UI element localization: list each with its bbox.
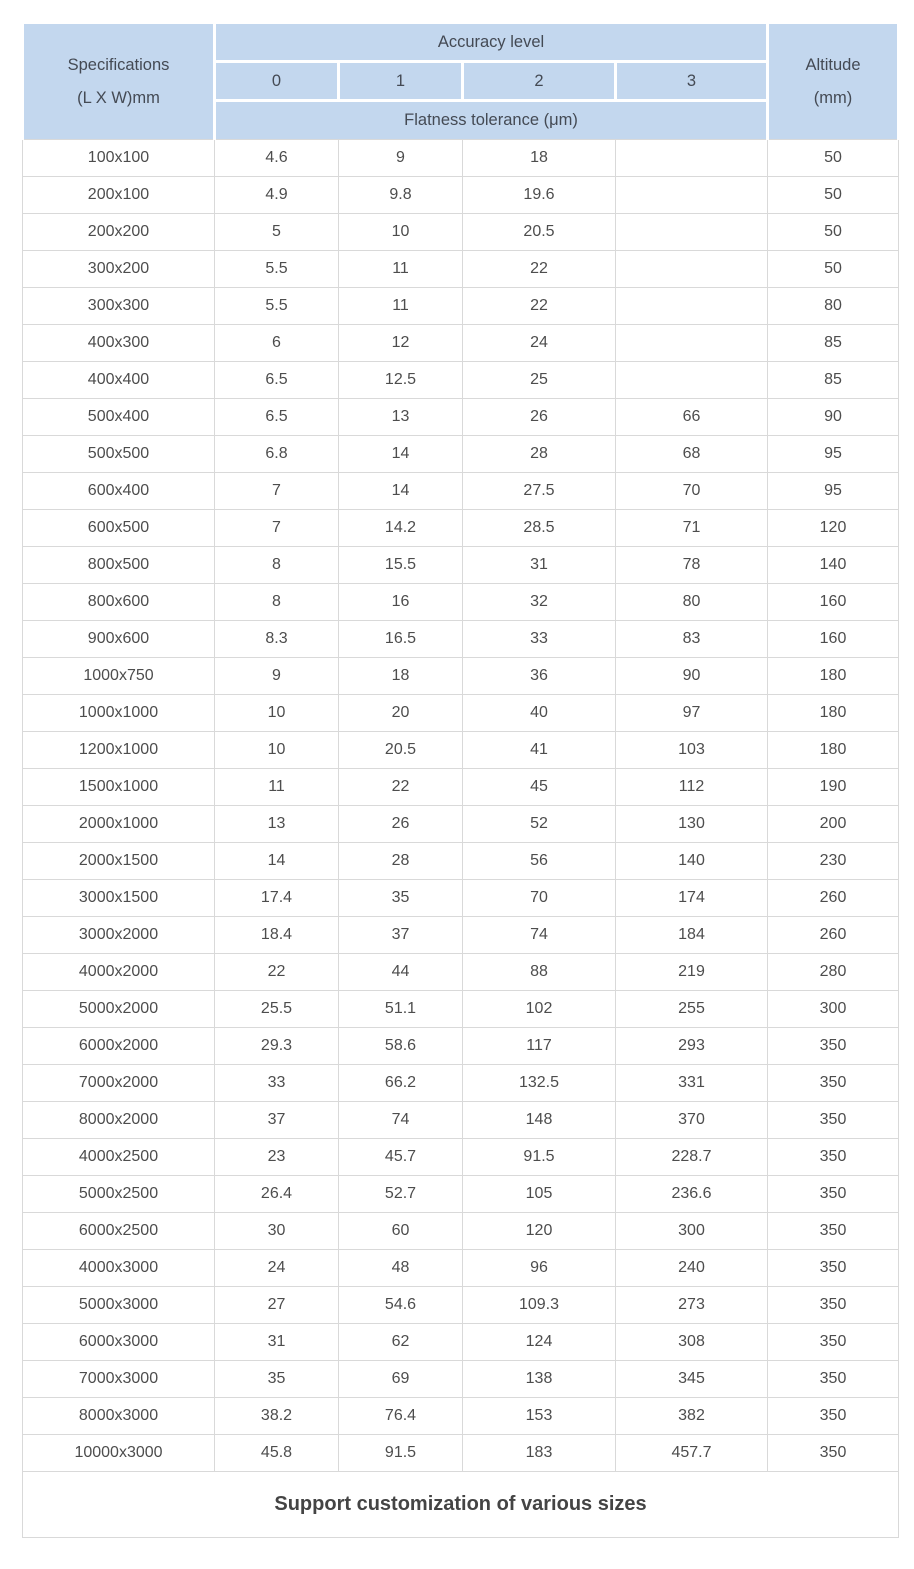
table-row: [23, 1065, 899, 1102]
tolerance-level-1-cell: 11: [339, 251, 463, 288]
spec-cell: 400x300: [23, 325, 215, 362]
tolerance-level-3-cell: 70: [616, 473, 768, 510]
tolerance-level-2-cell: 41: [463, 732, 616, 769]
table-row: [23, 695, 899, 732]
tolerance-level-1-cell: 20.5: [339, 732, 463, 769]
spec-cell: 5000x3000: [23, 1287, 215, 1324]
tolerance-level-3-cell: 184: [616, 917, 768, 954]
tolerance-level-0-cell: 33: [215, 1065, 339, 1102]
tolerance-level-3-cell: [616, 325, 768, 362]
table-footer: [23, 1472, 899, 1538]
spec-cell: 6000x2500: [23, 1213, 215, 1250]
tolerance-level-2-cell: 22: [463, 288, 616, 325]
tolerance-level-1-cell: 76.4: [339, 1398, 463, 1435]
tolerance-level-2-cell: 70: [463, 880, 616, 917]
table-row: [23, 843, 899, 880]
tolerance-level-3-cell: 240: [616, 1250, 768, 1287]
tolerance-level-0-cell: 31: [215, 1324, 339, 1361]
altitude-cell: 50: [768, 251, 899, 288]
spec-cell: 3000x2000: [23, 917, 215, 954]
tolerance-level-1-cell: 11: [339, 288, 463, 325]
tolerance-level-1-cell: 14: [339, 436, 463, 473]
altitude-cell: 350: [768, 1250, 899, 1287]
altitude-cell: 50: [768, 140, 899, 177]
tolerance-level-0-cell: 7: [215, 473, 339, 510]
spec-cell: 600x400: [23, 473, 215, 510]
altitude-cell: 85: [768, 362, 899, 399]
tolerance-level-0-cell: 5: [215, 214, 339, 251]
tolerance-level-0-cell: 6.5: [215, 362, 339, 399]
spec-cell: 1000x750: [23, 658, 215, 695]
tolerance-level-1-cell: 12.5: [339, 362, 463, 399]
tolerance-level-0-cell: 8: [215, 547, 339, 584]
table-row: [23, 140, 899, 177]
tolerance-level-0-cell: 6.5: [215, 399, 339, 436]
tolerance-level-3-cell: 293: [616, 1028, 768, 1065]
tolerance-level-0-cell: 6.8: [215, 436, 339, 473]
table-row: [23, 954, 899, 991]
tolerance-level-1-cell: 66.2: [339, 1065, 463, 1102]
tolerance-level-3-cell: 68: [616, 436, 768, 473]
tolerance-level-3-cell: 97: [616, 695, 768, 732]
tolerance-level-3-cell: 78: [616, 547, 768, 584]
tolerance-level-2-cell: 105: [463, 1176, 616, 1213]
tolerance-level-3-cell: 236.6: [616, 1176, 768, 1213]
level-0-header: 0: [215, 62, 339, 101]
table-header: [23, 23, 899, 140]
level-3-header: 3: [616, 62, 768, 101]
altitude-cell: 280: [768, 954, 899, 991]
tolerance-level-2-cell: 20.5: [463, 214, 616, 251]
spec-cell: 4000x2000: [23, 954, 215, 991]
table-row: [23, 1102, 899, 1139]
altitude-cell: 95: [768, 473, 899, 510]
altitude-cell: 140: [768, 547, 899, 584]
tolerance-level-2-cell: 27.5: [463, 473, 616, 510]
tolerance-level-3-cell: 174: [616, 880, 768, 917]
tolerance-level-1-cell: 52.7: [339, 1176, 463, 1213]
spec-cell: 1200x1000: [23, 732, 215, 769]
spec-cell: 4000x3000: [23, 1250, 215, 1287]
tolerance-level-1-cell: 14: [339, 473, 463, 510]
tolerance-level-1-cell: 10: [339, 214, 463, 251]
tolerance-level-0-cell: 22: [215, 954, 339, 991]
tolerance-level-1-cell: 26: [339, 806, 463, 843]
tolerance-level-1-cell: 45.7: [339, 1139, 463, 1176]
tolerance-level-3-cell: [616, 362, 768, 399]
tolerance-level-1-cell: 16.5: [339, 621, 463, 658]
tolerance-level-2-cell: 36: [463, 658, 616, 695]
spec-cell: 100x100: [23, 140, 215, 177]
tolerance-level-2-cell: 124: [463, 1324, 616, 1361]
table-row: [23, 251, 899, 288]
spec-cell: 1000x1000: [23, 695, 215, 732]
tolerance-level-3-cell: 103: [616, 732, 768, 769]
tolerance-level-3-cell: [616, 214, 768, 251]
tolerance-level-1-cell: 48: [339, 1250, 463, 1287]
table-row: [23, 769, 899, 806]
altitude-cell: 260: [768, 880, 899, 917]
table-row: [23, 436, 899, 473]
altitude-cell: 80: [768, 288, 899, 325]
tolerance-level-0-cell: 23: [215, 1139, 339, 1176]
tolerance-level-0-cell: 7: [215, 510, 339, 547]
table-row: [23, 362, 899, 399]
spec-cell: 8000x2000: [23, 1102, 215, 1139]
tolerance-level-2-cell: 45: [463, 769, 616, 806]
tolerance-level-0-cell: 5.5: [215, 288, 339, 325]
table-row: [23, 1250, 899, 1287]
spec-cell: 7000x2000: [23, 1065, 215, 1102]
tolerance-level-2-cell: 22: [463, 251, 616, 288]
tolerance-level-0-cell: 29.3: [215, 1028, 339, 1065]
tolerance-level-0-cell: 13: [215, 806, 339, 843]
tolerance-level-0-cell: 5.5: [215, 251, 339, 288]
tolerance-level-1-cell: 13: [339, 399, 463, 436]
level-1-header: 1: [339, 62, 463, 101]
spec-cell: 10000x3000: [23, 1435, 215, 1472]
spec-cell: 1500x1000: [23, 769, 215, 806]
spec-cell: 800x500: [23, 547, 215, 584]
tolerance-level-3-cell: 273: [616, 1287, 768, 1324]
tolerance-level-0-cell: 35: [215, 1361, 339, 1398]
tolerance-level-2-cell: 24: [463, 325, 616, 362]
altitude-cell: 90: [768, 399, 899, 436]
tolerance-level-3-cell: 308: [616, 1324, 768, 1361]
table-row: [23, 1361, 899, 1398]
tolerance-level-2-cell: 32: [463, 584, 616, 621]
spec-cell: 7000x3000: [23, 1361, 215, 1398]
tolerance-level-0-cell: 30: [215, 1213, 339, 1250]
spec-cell: 200x200: [23, 214, 215, 251]
tolerance-level-3-cell: 80: [616, 584, 768, 621]
tolerance-level-0-cell: 4.6: [215, 140, 339, 177]
tolerance-level-2-cell: 56: [463, 843, 616, 880]
table-row: [23, 880, 899, 917]
tolerance-level-2-cell: 153: [463, 1398, 616, 1435]
tolerance-level-0-cell: 11: [215, 769, 339, 806]
table-row: [23, 1324, 899, 1361]
tolerance-level-0-cell: 24: [215, 1250, 339, 1287]
tolerance-level-0-cell: 26.4: [215, 1176, 339, 1213]
tolerance-level-2-cell: 102: [463, 991, 616, 1028]
tolerance-level-1-cell: 58.6: [339, 1028, 463, 1065]
altitude-cell: 350: [768, 1102, 899, 1139]
tolerance-level-1-cell: 91.5: [339, 1435, 463, 1472]
table-row: [23, 991, 899, 1028]
tolerance-level-0-cell: 6: [215, 325, 339, 362]
tolerance-level-0-cell: 45.8: [215, 1435, 339, 1472]
footer-row: [23, 1472, 899, 1538]
tolerance-level-3-cell: 130: [616, 806, 768, 843]
level-2-header: 2: [463, 62, 616, 101]
tolerance-level-1-cell: 9: [339, 140, 463, 177]
tolerance-level-3-cell: 112: [616, 769, 768, 806]
spec-cell: 500x400: [23, 399, 215, 436]
tolerance-level-0-cell: 25.5: [215, 991, 339, 1028]
altitude-cell: 180: [768, 732, 899, 769]
table-row: [23, 621, 899, 658]
table-row: [23, 288, 899, 325]
tolerance-level-3-cell: 345: [616, 1361, 768, 1398]
tolerance-level-0-cell: 17.4: [215, 880, 339, 917]
tolerance-level-0-cell: 8: [215, 584, 339, 621]
tolerance-level-0-cell: 10: [215, 695, 339, 732]
altitude-cell: 180: [768, 658, 899, 695]
tolerance-level-0-cell: 38.2: [215, 1398, 339, 1435]
tolerance-level-2-cell: 109.3: [463, 1287, 616, 1324]
tolerance-level-3-cell: 90: [616, 658, 768, 695]
table-row: [23, 806, 899, 843]
tolerance-level-2-cell: 117: [463, 1028, 616, 1065]
tolerance-level-2-cell: 120: [463, 1213, 616, 1250]
spec-cell: 5000x2500: [23, 1176, 215, 1213]
tolerance-level-0-cell: 37: [215, 1102, 339, 1139]
altitude-cell: 350: [768, 1176, 899, 1213]
spec-cell: 300x200: [23, 251, 215, 288]
specifications-header: [23, 23, 215, 140]
tolerance-level-3-cell: [616, 251, 768, 288]
tolerance-level-3-cell: 457.7: [616, 1435, 768, 1472]
altitude-header-line1: Altitude: [805, 56, 861, 75]
tolerance-level-0-cell: 27: [215, 1287, 339, 1324]
spec-cell: 6000x2000: [23, 1028, 215, 1065]
altitude-cell: 350: [768, 1324, 899, 1361]
tolerance-level-3-cell: [616, 288, 768, 325]
tolerance-level-2-cell: 96: [463, 1250, 616, 1287]
accuracy-level-header: Accuracy level: [215, 23, 768, 62]
spec-cell: 2000x1500: [23, 843, 215, 880]
spec-cell: 200x100: [23, 177, 215, 214]
spec-cell: 4000x2500: [23, 1139, 215, 1176]
table-row: [23, 732, 899, 769]
spec-cell: 800x600: [23, 584, 215, 621]
tolerance-level-1-cell: 9.8: [339, 177, 463, 214]
tolerance-level-2-cell: 19.6: [463, 177, 616, 214]
spec-cell: 500x500: [23, 436, 215, 473]
altitude-cell: 350: [768, 1065, 899, 1102]
table-row: [23, 177, 899, 214]
table-row: [23, 1176, 899, 1213]
tolerance-level-3-cell: 66: [616, 399, 768, 436]
table-row: [23, 510, 899, 547]
table-row: [23, 1435, 899, 1472]
tolerance-level-3-cell: [616, 140, 768, 177]
altitude-cell: 50: [768, 177, 899, 214]
spec-cell: 400x400: [23, 362, 215, 399]
tolerance-level-3-cell: [616, 177, 768, 214]
altitude-header-line2: (mm): [813, 88, 853, 107]
tolerance-level-2-cell: 148: [463, 1102, 616, 1139]
tolerance-level-3-cell: 219: [616, 954, 768, 991]
tolerance-level-1-cell: 20: [339, 695, 463, 732]
altitude-cell: 160: [768, 584, 899, 621]
spec-cell: 900x600: [23, 621, 215, 658]
specifications-header-line2: (L X W)mm: [77, 88, 160, 107]
spec-cell: 5000x2000: [23, 991, 215, 1028]
tolerance-level-1-cell: 14.2: [339, 510, 463, 547]
tolerance-level-3-cell: 83: [616, 621, 768, 658]
spec-cell: 3000x1500: [23, 880, 215, 917]
specifications-header-line1: Specifications: [67, 56, 170, 75]
tolerance-level-3-cell: 300: [616, 1213, 768, 1250]
altitude-cell: 350: [768, 1435, 899, 1472]
table-row: [23, 399, 899, 436]
tolerance-level-2-cell: 132.5: [463, 1065, 616, 1102]
tolerance-level-1-cell: 28: [339, 843, 463, 880]
tolerance-level-2-cell: 88: [463, 954, 616, 991]
tolerance-level-2-cell: 18: [463, 140, 616, 177]
tolerance-level-0-cell: 8.3: [215, 621, 339, 658]
altitude-cell: 160: [768, 621, 899, 658]
table-row: [23, 1398, 899, 1435]
table-row: [23, 1287, 899, 1324]
altitude-cell: 350: [768, 1213, 899, 1250]
tolerance-level-0-cell: 18.4: [215, 917, 339, 954]
altitude-cell: 260: [768, 917, 899, 954]
altitude-cell: 350: [768, 1398, 899, 1435]
tolerance-level-1-cell: 69: [339, 1361, 463, 1398]
altitude-cell: 180: [768, 695, 899, 732]
flatness-tolerance-header: Flatness tolerance (μm): [215, 101, 768, 140]
tolerance-level-0-cell: 9: [215, 658, 339, 695]
table-body: [23, 140, 899, 1472]
tolerance-level-1-cell: 44: [339, 954, 463, 991]
tolerance-level-1-cell: 60: [339, 1213, 463, 1250]
altitude-cell: 200: [768, 806, 899, 843]
tolerance-level-1-cell: 62: [339, 1324, 463, 1361]
table-row: [23, 1028, 899, 1065]
tolerance-level-1-cell: 22: [339, 769, 463, 806]
altitude-cell: 350: [768, 1361, 899, 1398]
table-row: [23, 658, 899, 695]
table-row: [23, 547, 899, 584]
tolerance-level-3-cell: 370: [616, 1102, 768, 1139]
tolerance-level-2-cell: 91.5: [463, 1139, 616, 1176]
altitude-header: [768, 23, 899, 140]
tolerance-level-0-cell: 10: [215, 732, 339, 769]
altitude-cell: 120: [768, 510, 899, 547]
altitude-cell: 350: [768, 1139, 899, 1176]
spec-cell: 8000x3000: [23, 1398, 215, 1435]
spec-cell: 300x300: [23, 288, 215, 325]
tolerance-level-1-cell: 12: [339, 325, 463, 362]
altitude-cell: 350: [768, 1028, 899, 1065]
spec-cell: 600x500: [23, 510, 215, 547]
table-row: [23, 917, 899, 954]
tolerance-level-1-cell: 54.6: [339, 1287, 463, 1324]
tolerance-level-1-cell: 35: [339, 880, 463, 917]
header-row-accuracy: [23, 23, 899, 62]
altitude-cell: 300: [768, 991, 899, 1028]
tolerance-level-2-cell: 138: [463, 1361, 616, 1398]
altitude-cell: 50: [768, 214, 899, 251]
tolerance-level-1-cell: 18: [339, 658, 463, 695]
tolerance-level-1-cell: 15.5: [339, 547, 463, 584]
tolerance-level-1-cell: 51.1: [339, 991, 463, 1028]
table-row: [23, 473, 899, 510]
table-row: [23, 214, 899, 251]
tolerance-level-2-cell: 31: [463, 547, 616, 584]
tolerance-level-2-cell: 33: [463, 621, 616, 658]
tolerance-level-1-cell: 37: [339, 917, 463, 954]
altitude-cell: 230: [768, 843, 899, 880]
tolerance-level-3-cell: 140: [616, 843, 768, 880]
altitude-cell: 95: [768, 436, 899, 473]
spec-cell: 2000x1000: [23, 806, 215, 843]
tolerance-level-3-cell: 228.7: [616, 1139, 768, 1176]
tolerance-level-1-cell: 16: [339, 584, 463, 621]
tolerance-level-2-cell: 40: [463, 695, 616, 732]
tolerance-level-3-cell: 71: [616, 510, 768, 547]
table-row: [23, 584, 899, 621]
altitude-cell: 190: [768, 769, 899, 806]
tolerance-level-2-cell: 28.5: [463, 510, 616, 547]
tolerance-level-3-cell: 331: [616, 1065, 768, 1102]
tolerance-level-0-cell: 14: [215, 843, 339, 880]
tolerance-level-2-cell: 74: [463, 917, 616, 954]
table-row: [23, 1139, 899, 1176]
customization-note: Support customization of various sizes: [23, 1472, 899, 1538]
tolerance-level-2-cell: 28: [463, 436, 616, 473]
tolerance-level-2-cell: 52: [463, 806, 616, 843]
tolerance-level-0-cell: 4.9: [215, 177, 339, 214]
tolerance-level-3-cell: 382: [616, 1398, 768, 1435]
spec-cell: 6000x3000: [23, 1324, 215, 1361]
table-row: [23, 1213, 899, 1250]
tolerance-level-2-cell: 26: [463, 399, 616, 436]
tolerance-level-2-cell: 183: [463, 1435, 616, 1472]
table-row: [23, 325, 899, 362]
tolerance-level-2-cell: 25: [463, 362, 616, 399]
tolerance-level-1-cell: 74: [339, 1102, 463, 1139]
tolerance-level-3-cell: 255: [616, 991, 768, 1028]
flatness-tolerance-table: [21, 21, 900, 1538]
altitude-cell: 350: [768, 1287, 899, 1324]
altitude-cell: 85: [768, 325, 899, 362]
